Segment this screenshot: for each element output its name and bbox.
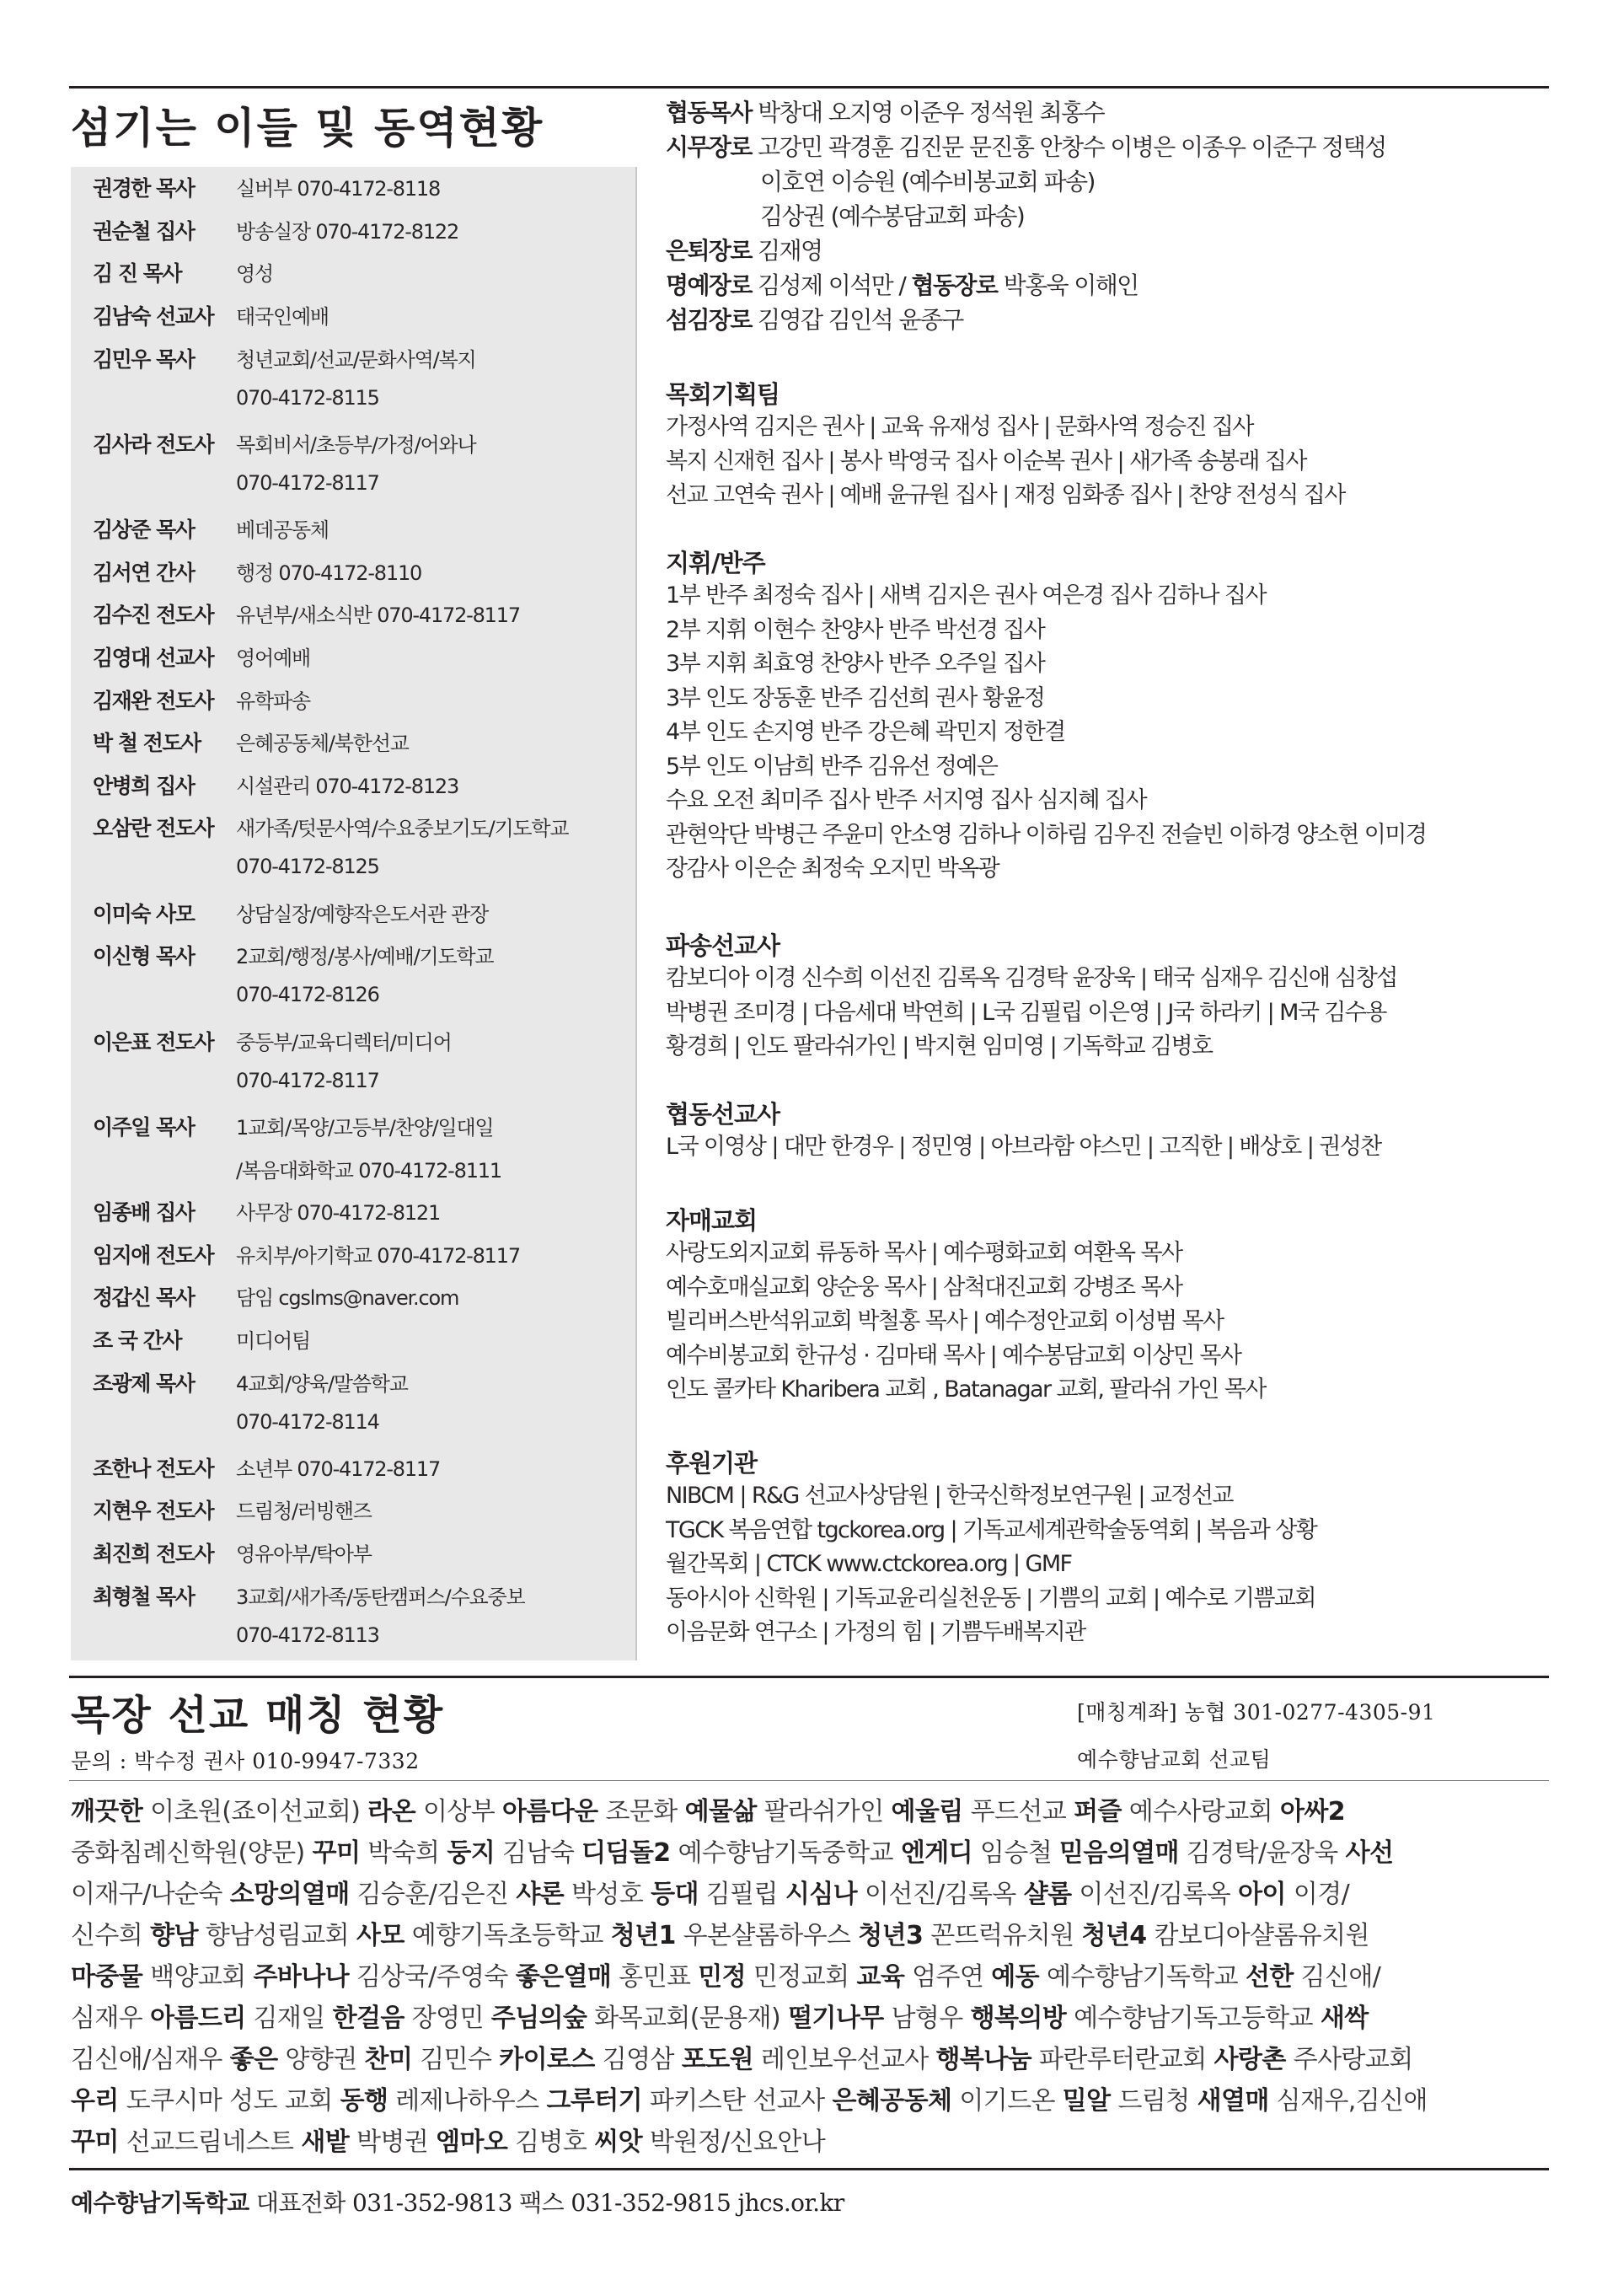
cell-group-name: 한걸음 [332,2004,404,2033]
choir-conductors-line: 5부 인도 이남희 반주 김유선 정예은 [666,753,998,780]
cell-group-name: 민정 [698,1962,747,1992]
staff-name: 김민우 목사 [93,346,195,372]
section-title-staff: 섬기는 이들 및 동역현황 [71,103,544,153]
mission-partner: 장영민 [404,2004,491,2033]
mission-partner: 김신애/심재우 [71,2045,230,2074]
choir-conductors-line: 2부 지휘 이현수 찬양사 반주 박선경 집사 [666,616,1045,643]
matching-line [71,2079,1428,2116]
planning-team-line: 가정사역 김지은 권사 | 교육 유재성 집사 | 문화사역 정승진 집사 [666,414,1253,440]
choir-conductors-line: 1부 반주 최정숙 집사 | 새벽 김지은 권사 여은경 집사 김하나 집사 [666,582,1266,609]
cell-group-name: 새열매 [1197,2086,1269,2116]
cell-group-name: 아이 [1238,1880,1286,1909]
staff-entry [71,252,637,295]
section-title-matching: 목장 선교 매칭 현황 [71,1692,445,1739]
supporting-organizations-line: 동아시아 신학원 | 기독교윤리실천운동 | 기쁨의 교회 | 예수로 기쁨교회 [666,1585,1315,1612]
cell-group-name: 청년1 [610,1921,676,1950]
cell-group-name: 마중물 [71,1962,143,1992]
staff-name: 박 철 전도사 [93,731,201,756]
staff-name: 조한나 전도사 [93,1456,214,1481]
staff-role: 4교회/양육/말씀학교 [236,1371,408,1396]
staff-name: 이주일 목사 [93,1114,195,1140]
cell-group-name: 사선 [1345,1838,1394,1868]
staff-name: 이미숙 사모 [93,901,195,926]
cell-group-name: 예울림 [891,1797,963,1827]
mission-partner: 홍민표 [611,1962,699,1992]
staff-name: 정갑신 목사 [93,1285,195,1311]
staff-name: 김상준 목사 [93,518,195,543]
elders-line-retired: 은퇴장로 김재영 [666,237,822,265]
mission-partner: 이재구/나순숙 [71,1880,230,1909]
cell-group-name: 선한 [1245,1962,1294,1992]
cell-group-name: 행복나눔 [935,2045,1032,2074]
matching-line [71,1997,1369,2034]
supporting-organizations-line: TGCK 복음연합 tgckorea.org | 기독교세계관학술동역회 | 복음과 상황 [666,1516,1317,1543]
mission-partner: 도쿠시마 성도 교회 [118,2086,340,2116]
mission-partner: 주사랑교회 [1285,2045,1413,2074]
cell-group-name: 청년3 [858,1921,924,1950]
sister-churches-line: 인도 콜카타 Kharibera 교회 , Batanagar 교회, 팔라쉬 가인 목사 [666,1376,1266,1403]
mission-partner: 심재우,김신애 [1268,2086,1428,2116]
choir-conductors-line: 3부 인도 장동훈 반주 김선희 권사 황윤정 [666,684,1045,711]
staff-entry [71,722,637,764]
staff-role: 은혜공동체/북한선교 [236,732,409,756]
staff-role: 방송실장 070-4172-8122 [236,219,459,244]
staff-directory-panel [71,167,637,1660]
section-rule-matching [69,1676,1549,1678]
staff-entry [71,1532,637,1575]
mission-partner: 박원정/신요안나 [642,2127,826,2157]
mission-partner: 김남숙 [495,1838,582,1868]
staff-name: 김수진 전도사 [93,603,214,628]
footer-school-info [71,2185,844,2218]
staff-entry [71,1362,637,1447]
column-divider [635,167,637,1660]
cell-group-name: 소망의열매 [229,1880,350,1909]
choir-conductors-line: 관현악단 박병근 주윤미 안소영 김하나 이하림 김우진 전슬빈 이하경 양소현 이미경 [666,821,1427,848]
cell-group-name: 찬미 [364,2045,413,2074]
matching-line [71,2121,825,2158]
staff-entry [71,764,637,807]
staff-role: 사무장 070-4172-8121 [236,1201,441,1226]
staff-role: 유학파송 [236,689,310,713]
mission-partner: 예향기독초등학교 [404,1921,611,1950]
staff-role: 유년부/새소식반 070-4172-8117 [236,604,520,628]
mission-partner: 파란루터란교회 [1031,2045,1214,2074]
staff-role: 실버부 070-4172-8118 [236,177,441,201]
mission-partner: 드림청 [1110,2086,1197,2116]
mission-partner: 김재일 [245,2004,333,2033]
matching-line [71,1914,1369,1951]
elders-line-serving-elders: 시무장로 고강민 곽경훈 김진문 문진홍 안창수 이병은 이종우 이준구 정택성 [666,133,1386,161]
cell-group-name: 사랑촌 [1214,2045,1286,2074]
sister-churches-line: 예수비봉교회 한규성 · 김마태 목사 | 예수봉담교회 이상민 목사 [666,1342,1241,1369]
staff-role: 목회비서/초등부/가정/어와나 [236,432,476,457]
mission-partner: 김필립 [698,1880,785,1909]
staff-role: 담임 cgslms@naver.com [236,1286,459,1311]
staff-entry [71,893,637,936]
staff-entry [71,1319,637,1362]
staff-entry [71,1106,637,1191]
choir-conductors-line: 4부 인도 손지영 반주 강은혜 곽민지 정한결 [666,719,1065,745]
staff-name: 최형철 목사 [93,1584,195,1609]
mission-partner: 이기드온 [951,2086,1063,2116]
staff-role: 행정 070-4172-8110 [236,561,422,585]
staff-entry [71,1276,637,1319]
cell-group-name: 동행 [340,2086,388,2116]
staff-entry [71,1447,637,1490]
staff-role: 유치부/아기학교 070-4172-8117 [236,1243,520,1268]
mission-partner: 김영삼 [594,2045,682,2074]
staff-entry [71,1234,637,1277]
cell-group-name: 씨앗 [594,2127,643,2157]
staff-name: 지현우 전도사 [93,1499,214,1524]
mission-partner: 캄보디아샬롬유치원 [1146,1921,1369,1950]
matching-line [71,1955,1380,1993]
cell-group-name: 그루터기 [546,2086,643,2116]
staff-role: 1교회/목양/고등부/찬양/일대일 [236,1115,494,1140]
mission-partner: 이상부 [415,1797,503,1827]
sent-missionaries-line: 캄보디아 이경 신수희 이선진 김록옥 김경탁 윤장욱 | 태국 심재우 김신애 심창섭 [666,965,1397,991]
mission-partner: 레제나하우스 [388,2086,547,2116]
top-rule [69,86,1549,89]
cell-group-name: 예물삶 [684,1797,757,1827]
matching-line [71,1873,1349,1910]
cell-group-name: 떨기나무 [788,2004,884,2033]
matching-account: [매칭계좌] 농협 301-0277-4305-91 [1077,1700,1436,1725]
sent-missionaries-heading: 파송선교사 [666,931,780,960]
cell-group-name: 꾸미 [312,1838,361,1868]
staff-name: 김남숙 선교사 [93,303,214,329]
cell-group-name: 밀알 [1062,2086,1111,2116]
sister-churches-line: 빌리버스반석위교회 박철홍 목사 | 예수정안교회 이성범 목사 [666,1308,1224,1334]
mission-partner: 민정교회 [746,1962,857,1992]
staff-name: 김사라 전도사 [93,432,214,457]
cell-group-name: 아름드리 [150,2004,246,2033]
staff-role: 드림청/러빙핸즈 [236,1499,372,1524]
supporting-organizations-line: NIBCM | R&G 선교사상담원 | 한국신학정보연구원 | 교정선교 [666,1483,1233,1509]
staff-name: 권경한 목사 [93,176,195,201]
staff-role: 청년교회/선교/문화사역/복지 [236,347,476,372]
mission-partner: 이경/ [1285,1880,1350,1909]
cell-group-name: 믿음의열매 [1059,1838,1179,1868]
staff-name: 임종배 집사 [93,1200,195,1226]
mission-partner: 남형우 [883,2004,971,2033]
matching-line [71,1790,1345,1827]
staff-name: 오삼란 전도사 [93,816,214,841]
cell-group-name: 아싸2 [1279,1797,1346,1827]
mission-partner: 김상국/주영숙 [349,1962,516,1992]
footer-school-name: 예수향남기독학교 [71,2189,249,2217]
cell-group-name: 깨끗한 [71,1797,143,1827]
mission-partner: 이초원(죠이선교회) [142,1797,368,1827]
mission-partner: 김경탁/윤장욱 [1178,1838,1346,1868]
cell-group-name: 예동 [991,1962,1040,1992]
cell-group-name: 새밭 [301,2127,350,2157]
mission-partner: 중화침례신학원(양문) [71,1838,313,1868]
mission-partner: 푸드선교 [962,1797,1074,1827]
choir-conductors-heading: 지휘/반주 [666,549,765,577]
cell-group-name: 청년4 [1081,1921,1147,1950]
account-owner: 예수향남교회 선교팀 [1077,1747,1272,1772]
footer-rule [69,2168,1549,2170]
staff-entry [71,423,637,508]
cell-group-name: 행복의방 [970,2004,1067,2033]
mission-partner: 예수사랑교회 [1121,1797,1280,1827]
planning-team-line: 선교 고연숙 권사 | 예배 윤규원 집사 | 재정 임화종 집사 | 찬양 전성식 집사 [666,482,1345,508]
staff-name: 김서연 간사 [93,560,195,585]
cell-group-name: 포도원 [681,2045,753,2074]
mission-partner: 박숙희 [360,1838,447,1868]
cell-group-name: 향남 [150,1921,198,1950]
mission-partner: 파키스탄 선교사 [642,2086,833,2116]
mission-partner: 꼰뜨럭유치원 [923,1921,1082,1950]
staff-entry [71,551,637,594]
staff-name: 최진희 전도사 [93,1542,214,1567]
mission-partner: 예수향남기독고등학교 [1066,2004,1321,2033]
cell-group-name: 우리 [71,2086,119,2116]
staff-role: 3교회/새가족/동탄캠퍼스/수요중보 [236,1585,525,1609]
staff-role: 시설관리 070-4172-8123 [236,774,459,798]
mission-partner: 팔라쉬가인 [756,1797,892,1827]
cell-group-name: 카이로스 [499,2045,595,2074]
staff-entry [71,1021,637,1106]
staff-entry [71,1575,637,1660]
staff-role: 새가족/텃문사역/수요중보기도/기도학교 [236,817,569,841]
cell-group-name: 주바나나 [253,1962,350,1992]
supporting-organizations-line: 이음문화 연구소 | 가정의 힘 | 기쁨두배복지관 [666,1619,1085,1645]
mission-partner: 예수향남기독학교 [1039,1962,1246,1992]
cell-group-name: 교육 [856,1962,905,1992]
elders-line-honorary: 명예장로 김성제 이석만 / 협동장로 박홍욱 이해인 [666,271,1138,299]
staff-role: 상담실장/예향작은도서관 관장 [236,902,489,926]
staff-phone: 070-4172-8117 [236,1068,379,1092]
staff-entry [71,167,637,210]
staff-role: 미디어팀 [236,1328,310,1353]
mission-partner: 심재우 [71,2004,151,2033]
cell-group-name: 라온 [367,1797,416,1827]
cell-group-name: 등대 [651,1880,699,1909]
staff-name: 이신형 목사 [93,944,195,969]
staff-name: 임지애 전도사 [93,1242,214,1268]
supporting-organizations-heading: 후원기관 [666,1449,758,1478]
elders-line-cooperating-pastors: 협동목사 박창대 오지영 이준우 정석원 최홍수 [666,99,1105,126]
planning-team-heading: 목회기획팀 [666,380,780,409]
sister-churches-heading: 자매교회 [666,1206,758,1235]
mission-partner: 김승훈/김은진 [349,1880,517,1909]
staff-role: 중등부/교육디렉터/미디어 [236,1030,452,1054]
cell-group-name: 사모 [356,1921,404,1950]
cell-group-name: 은혜공동체 [832,2086,952,2116]
staff-role: 소년부 070-4172-8117 [236,1456,441,1481]
mission-partner: 김병호 [507,2127,595,2157]
mission-partner: 우본샬롬하우스 [675,1921,859,1950]
staff-entry [71,1489,637,1532]
mission-partner: 임승철 [972,1838,1060,1868]
mission-partner: 박성호 [564,1880,651,1909]
staff-role: 영어예배 [236,646,310,670]
staff-entry [71,210,637,253]
mission-partner: 백양교회 [142,1962,254,1992]
staff-entry [71,338,637,423]
cell-group-name: 둥지 [447,1838,496,1868]
cell-group-name: 엠마오 [436,2127,508,2157]
staff-phone: 070-4172-8113 [236,1623,379,1647]
cell-group-name: 꾸미 [71,2127,119,2157]
cell-group-name: 샤론 [516,1880,565,1909]
staff-role: 영유아부/탁아부 [236,1542,372,1567]
mission-partner: 김민수 [412,2045,500,2074]
staff-role: 베데공동체 [236,518,329,543]
staff-entry [71,935,637,1020]
staff-role: 영성 [236,262,273,287]
staff-name: 김영대 선교사 [93,645,214,670]
mission-partner: 레인보우선교사 [753,2045,936,2074]
staff-entry [71,508,637,551]
cell-group-name: 엔게디 [900,1838,972,1868]
mission-partner: 향남성림교회 [197,1921,356,1950]
cell-group-name: 새싹 [1320,2004,1369,2033]
staff-role: 태국인예배 [236,304,329,329]
staff-phone: /복음대화학교 070-4172-8111 [236,1158,501,1183]
cell-group-name: 좋은 [229,2045,278,2074]
mission-partner: 선교드림네스트 [118,2127,302,2157]
mission-partner: 조문화 [597,1797,685,1827]
staff-name: 조광제 목사 [93,1371,195,1396]
staff-phone: 070-4172-8117 [236,470,379,495]
cell-group-name: 샬롬 [1023,1880,1072,1909]
matching-list-rule [69,1780,1549,1781]
sister-churches-line: 사랑도외지교회 류동하 목사 | 예수평화교회 여환옥 목사 [666,1240,1182,1266]
staff-entry [71,1191,637,1234]
cell-group-name: 좋은열매 [515,1962,612,1992]
staff-name: 조 국 간사 [93,1328,182,1353]
staff-name: 김 진 목사 [93,261,182,287]
staff-role: 2교회/행정/봉사/예배/기도학교 [236,945,494,969]
mission-partner: 박병권 [349,2127,437,2157]
cell-group-name: 주님의숲 [490,2004,587,2033]
choir-conductors-line: 수요 오전 최미주 집사 반주 서지영 집사 심지혜 집사 [666,787,1146,813]
staff-entry [71,679,637,722]
cell-group-name: 시심나 [785,1880,858,1909]
staff-entry [71,593,637,636]
sent-missionaries-line: 박병권 조미경 | 다음세대 박연희 | L국 김필립 이은영 | J국 하라키 | M국 김수용 [666,999,1386,1026]
contact-info: 문의 : 박수정 권사 010-9947-7332 [71,1749,420,1773]
elders-line-dispatched-2: 김상권 (예수봉담교회 파송) [760,202,1025,230]
matching-line [71,1832,1393,1869]
mission-partner: 이선진/김록옥 [1071,1880,1239,1909]
staff-name: 이은표 전도사 [93,1029,214,1054]
matching-line [71,2038,1413,2075]
staff-name: 김재완 전도사 [93,688,214,713]
mission-partner: 이선진/김록옥 [857,1880,1024,1909]
supporting-organizations-line: 월간목회 | CTCK www.ctckorea.org | GMF [666,1551,1072,1577]
mission-partner: 신수희 [71,1921,151,1950]
cooperating-missionaries-line: L국 이영상 | 대만 한경우 | 정민영 | 아브라함 야스민 | 고직한 | 배상호 | 권성찬 [666,1134,1381,1160]
staff-entry [71,636,637,679]
mission-partner: 양향권 [277,2045,365,2074]
elders-line-dispatched-1: 이호연 이승원 (예수비봉교회 파송) [760,168,1095,196]
staff-phone: 070-4172-8126 [236,983,379,1007]
elders-line-serving: 섬김장로 김영갑 김인석 윤종구 [666,306,963,334]
cell-group-name: 퍼즐 [1074,1797,1122,1827]
mission-partner: 김신애/ [1293,1962,1381,1992]
staff-name: 권순철 집사 [93,218,195,244]
staff-phone: 070-4172-8114 [236,1409,379,1434]
staff-phone: 070-4172-8125 [236,855,379,879]
mission-partner: 예수향남기독중학교 [670,1838,901,1868]
staff-phone: 070-4172-8115 [236,385,379,410]
mission-partner: 화목교회(문용재) [587,2004,789,2033]
sent-missionaries-line: 황경희 | 인도 팔라쉬가인 | 박지현 임미영 | 기독학교 김병호 [666,1033,1213,1059]
mission-partner: 엄주연 [904,1962,992,1992]
sister-churches-line: 예수호매실교회 양순웅 목사 | 삼척대진교회 강병조 목사 [666,1274,1182,1301]
footer-contact: 대표전화 031-352-9813 팩스 031-352-9815 jhcs.or.kr [249,2189,844,2217]
cell-group-name: 디딤돌2 [581,1838,671,1868]
cooperating-missionaries-heading: 협동선교사 [666,1100,780,1129]
choir-conductors-line: 장감사 이은순 최정숙 오지민 박옥광 [666,856,999,882]
cell-group-name: 아름다운 [502,1797,598,1827]
choir-conductors-line: 3부 지휘 최효영 찬양사 반주 오주일 집사 [666,651,1045,677]
staff-name: 안병희 집사 [93,773,195,798]
staff-entry [71,807,637,892]
staff-entry [71,295,637,338]
planning-team-line: 복지 신재헌 집사 | 봉사 박영국 집사 이순복 권사 | 새가족 송봉래 집사 [666,448,1306,475]
